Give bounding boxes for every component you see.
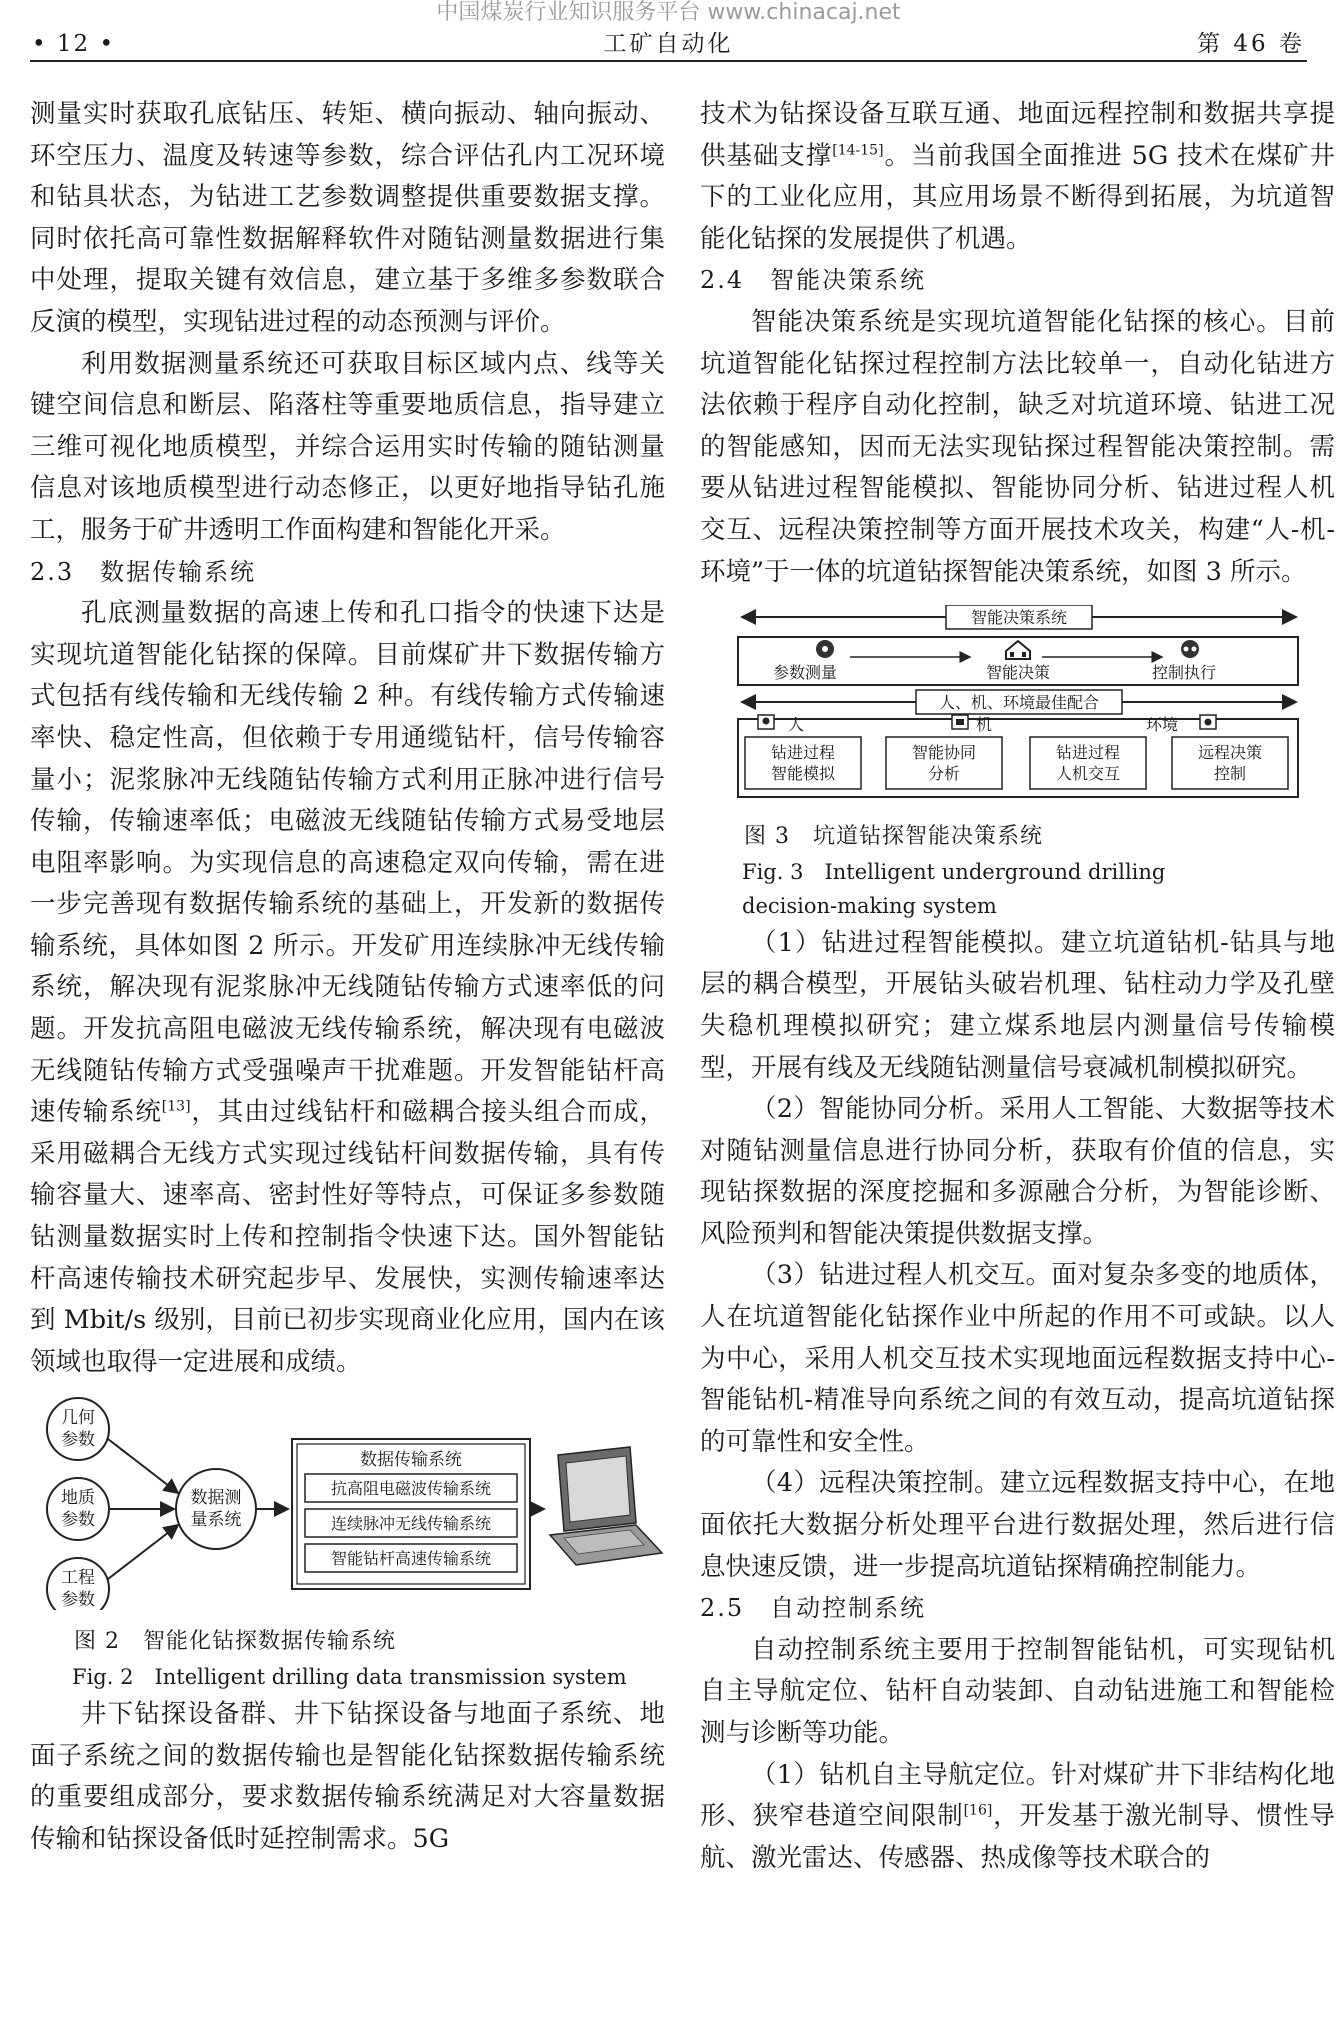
figure-3-caption-en: decision-making system [742, 893, 997, 918]
section-heading-2-3: 2.3 数据传输系统 [30, 557, 257, 586]
box-label: 智能模拟 [770, 764, 836, 784]
top-label: 智能决策系统 [970, 608, 1068, 628]
paragraph: 智能决策系统是实现坑道智能化钻探的核心。目前坑道智能化钻探过程控制方法比较单一，自动化钻进方法依赖于程序自动化控制，缺乏对坑道环境、钻进工况的智能感知，因而无法实现钻探过程智能决策控制。需要从钻进过程智能模拟、智能协同分析、钻进过程人机交互、远程决策控制等方面开展技术攻关，构建“人-机-环境”于一体的坑道钻探智能决策系统，如图 3 所示。 [700, 306, 1335, 587]
box-label: 钻进过程 [770, 743, 836, 763]
figure-3-caption-en: Fig. 3 Intelligent underground drilling [742, 859, 1166, 884]
input-label: 参数 [61, 1590, 95, 1611]
system-item: 智能钻杆高速传输系统 [330, 1549, 492, 1569]
volume-number: 第 46 卷 [1197, 31, 1305, 57]
page-number: • 12 • [32, 31, 116, 57]
box-title: 数据传输系统 [360, 1450, 462, 1471]
citation[interactable]: [16] [963, 1802, 993, 1819]
row2-label: 人 [787, 715, 805, 735]
left-column [30, 94, 665, 1860]
input-label: 参数 [61, 1510, 95, 1531]
section-heading-2-5: 2.5 自动控制系统 [700, 1594, 927, 1623]
watermark: 中国煤炭行业知识服务平台 www.chinacaj.net [436, 0, 901, 25]
measurement-circle [176, 1469, 256, 1549]
right-column [700, 94, 1335, 1879]
paragraph: 利用数据测量系统还可获取目标区域内点、线等关键空间信息和断层、陷落柱等重要地质信息，指导建立三维可视化地质模型，并综合运用实时传输的随钻测量信息对该地质模型进行动态修正，以更好地指导钻孔施工，服务于矿井透明工作面构建和智能化开采。 [30, 348, 665, 545]
paragraph: 自动控制系统主要用于控制智能钻机，可实现钻机自主导航定位、钻杆自动装卸、自动钻进施工和智能检测与诊断等功能。 [700, 1634, 1335, 1748]
box-label: 分析 [927, 764, 961, 784]
mid-label: 人、机、环境最佳配合 [938, 693, 1100, 713]
paragraph: （1）钻机自主导航定位。针对煤矿井下非结构化地形、狭窄巷道空间限制[16]，开发基于激光制导、惯性导航、激光雷达、传感器、热成像等技术联合的 [700, 1759, 1335, 1873]
section-heading-2-4: 2.4 智能决策系统 [700, 266, 927, 295]
center-label: 量系统 [190, 1510, 242, 1531]
figure-2 [30, 1395, 665, 1694]
paragraph: 技术为钻探设备互联互通、地面远程控制和数据共享提供基础支撑[14-15]。当前我国全面推进 5G 技术在煤矿井下的工业化应用，其应用场景不断得到拓展，为坑道智能化钻探的发展提供了机遇。 [700, 99, 1335, 254]
figure-3 [700, 605, 1335, 923]
row2-label: 机 [975, 715, 993, 735]
citation[interactable]: [13] [161, 1098, 191, 1115]
box-label: 人机交互 [1055, 764, 1121, 784]
box-label: 钻进过程 [1055, 743, 1121, 763]
running-header [30, 28, 1307, 62]
paragraph: （4）远程决策控制。建立远程数据支持中心，在地面依托大数据分析处理平台进行数据处理，然后进行信息快速反馈，进一步提高坑道钻探精确控制能力。 [700, 1468, 1335, 1582]
paragraph: 孔底测量数据的高速上传和孔口指令的快速下达是实现坑道智能化钻探的保障。目前煤矿井下数据传输方式包括有线传输和无线传输 2 种。有线传输方式传输速率快、稳定性高，但依赖于专用通缆钻杆，信号传输容量小；泥浆脉冲无线随钻传输方式利用正脉冲进行信号传输，传输速率低；电磁波无线随钻传输方式易受地层电阻率影响。为实现信息的高速稳定双向传输，需在进一步完善现有数据传输系统的基础上，开发新的数据传输系统，具体如图 2 所示。开发矿用连续脉冲无线传输系统，解决现有泥浆脉冲无线随钻传输方式速率低的问题。开发抗高阻电磁波无线传输系统，解决现有电磁波无线随钻传输方式受强噪声干扰难题。开发智能钻杆高速传输系统[13]，其由过线钻杆和磁耦合接头组合而成，采用磁耦合无线方式实现过线钻杆间数据传输，具有传输容量大、速率高、密封性好等特点，可保证多参数随钻测量数据实时上传和控制指令快速下达。国外智能钻杆高速传输技术研究起步早、发展快，实测传输速率达到 Mbit/s 级别，目前已初步实现商业化应用，国内在该领域也取得一定进展和成绩。 [30, 598, 665, 1377]
box-label: 控制 [1213, 764, 1247, 784]
paragraph: （3）钻进过程人机交互。面对复杂多变的地质体，人在坑道智能化钻探作业中所起的作用不可或缺。以人为中心，采用人机交互技术实现地面远程数据支持中心-智能钻机-精准导向系统之间的有效互动，提高坑道钻探的可靠性和安全性。 [700, 1260, 1335, 1457]
system-item: 抗高阻电磁波传输系统 [330, 1479, 492, 1499]
figure-3-caption-cn: 图 3 坑道钻探智能决策系统 [744, 823, 1043, 849]
input-label: 几何 [61, 1408, 95, 1429]
row2-label: 环境 [1145, 715, 1179, 735]
paragraph: 井下钻探设备群、井下钻探设备与地面子系统、地面子系统之间的数据传输也是智能化钻探数据传输系统的重要组成部分，要求数据传输系统满足对大容量数据传输和钻探设备低时延控制需求。5G [30, 1699, 665, 1854]
row1-label: 控制执行 [1151, 663, 1217, 683]
figure-2-caption-en: Fig. 2 Intelligent drilling data transmission system [72, 1665, 627, 1689]
paragraph: （2）智能协同分析。采用人工智能、大数据等技术对随钻测量信息进行协同分析，获取有价值的信息，实现钻探数据的深度挖掘和多源融合分析，为智能诊断、风险预判和智能决策提供数据支撑。 [700, 1094, 1335, 1249]
figure-2-diagram [30, 1395, 665, 1610]
row1-label: 参数测量 [772, 663, 838, 683]
citation[interactable]: [14-15] [832, 142, 884, 159]
figure-2-caption-cn: 图 2 智能化钻探数据传输系统 [74, 1629, 396, 1654]
paragraph: 测量实时获取孔底钻压、转矩、横向振动、轴向振动、环空压力、温度及转速等参数，综合评估孔内工况环境和钻具状态，为钻进工艺参数调整提供重要数据支撑。同时依托高可靠性数据解释软件对随钻测量数据进行集中处理，提取关键有效信息，建立基于多维多参数联合反演的模型，实现钻进过程的动态预测与评价。 [30, 99, 665, 337]
center-label: 数据测 [190, 1488, 242, 1509]
input-label: 地质 [61, 1488, 95, 1509]
input-label: 工程 [61, 1568, 95, 1589]
row1-label: 智能决策 [985, 663, 1051, 683]
system-item: 连续脉冲无线传输系统 [330, 1514, 492, 1534]
laptop-icon [550, 1447, 662, 1565]
box-label: 智能协同 [911, 743, 977, 763]
paragraph: （1）钻进过程智能模拟。建立坑道钻机-钻具与地层的耦合模型，开展钻头破岩机理、钻柱动力学及孔壁失稳机理模拟研究；建立煤系地层内测量信号传输模型，开展有线及无线随钻测量信号衰减机制模拟研究。 [700, 927, 1335, 1083]
box-label: 远程决策 [1197, 743, 1263, 763]
input-label: 参数 [61, 1430, 95, 1451]
journal-name: 工矿自动化 [603, 31, 734, 57]
figure-3-diagram [700, 605, 1335, 805]
